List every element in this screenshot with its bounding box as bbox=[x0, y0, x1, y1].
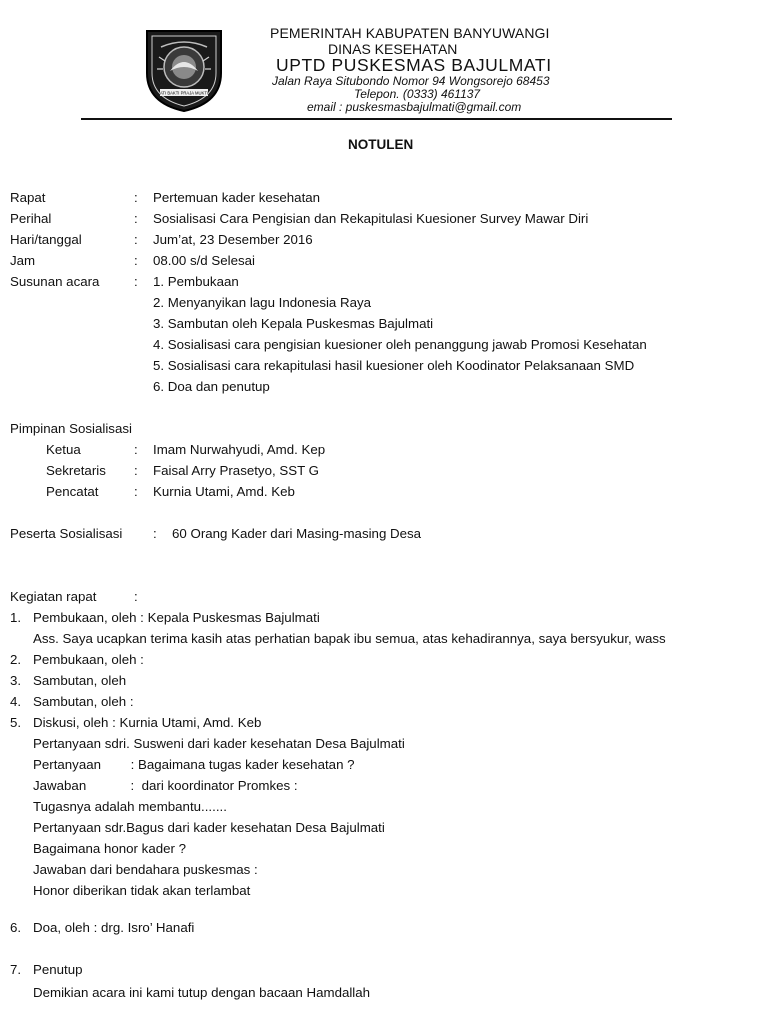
letterhead-department: DINAS KESEHATAN bbox=[328, 41, 458, 57]
acara-item: 1. Pembukaan bbox=[153, 274, 239, 289]
kegiatan-line: Pembukaan, oleh : Kepala Puskesmas Bajulmati bbox=[33, 610, 320, 625]
ketua-colon: : bbox=[134, 442, 138, 457]
jam-label: Jam bbox=[10, 253, 36, 268]
acara-item: 3. Sambutan oleh Kepala Puskesmas Bajulmati bbox=[153, 316, 434, 331]
sekretaris-colon: : bbox=[134, 463, 138, 478]
peserta-value: 60 Orang Kader dari Masing-masing Desa bbox=[172, 526, 422, 541]
acara-item: 5. Sosialisasi cara rekapitulasi hasil kuesioner oleh Koodinator Pelaksanaan SMD bbox=[153, 358, 635, 373]
peserta-colon: : bbox=[153, 526, 157, 541]
kegiatan-number: 1. bbox=[10, 610, 22, 625]
kegiatan-number: 7. bbox=[10, 962, 22, 977]
kegiatan-line: Honor diberikan tidak akan terlambat bbox=[33, 883, 251, 898]
kegiatan-number: 2. bbox=[10, 652, 22, 667]
acara-item: 4. Sosialisasi cara pengisian kuesioner oleh penanggung jawab Promosi Kesehatan bbox=[153, 337, 647, 352]
document-title: NOTULEN bbox=[348, 137, 414, 152]
rapat-label: Rapat bbox=[10, 190, 46, 205]
letterhead-institution: UPTD PUSKESMAS BAJULMATI bbox=[276, 55, 552, 75]
sekretaris-label: Sekretaris bbox=[46, 463, 106, 478]
kegiatan-line: Pertanyaan sdri. Susweni dari kader kesehatan Desa Bajulmati bbox=[33, 736, 405, 751]
acara-item: 2. Menyanyikan lagu Indonesia Raya bbox=[153, 295, 372, 310]
regency-seal-logo bbox=[143, 27, 225, 113]
kegiatan-line: Ass. Saya ucapkan terima kasih atas perhatian bapak ibu semua, atas kehadirannya, saya bersyukur, wass bbox=[33, 631, 666, 646]
kegiatan-line: Bagaimana honor kader ? bbox=[33, 841, 187, 856]
sekretaris-value: Faisal Arry Prasetyo, SST G bbox=[153, 463, 320, 478]
kegiatan-line: Penutup bbox=[33, 962, 83, 977]
jam-value: 08.00 s/d Selesai bbox=[153, 253, 256, 268]
perihal-colon: : bbox=[134, 211, 138, 226]
perihal-label: Perihal bbox=[10, 211, 52, 226]
kegiatan-line: Jawaban : dari koordinator Promkes : bbox=[33, 778, 298, 793]
pencatat-label: Pencatat bbox=[46, 484, 99, 499]
kegiatan-number: 5. bbox=[10, 715, 22, 730]
kegiatan-line: Sambutan, oleh bbox=[33, 673, 127, 688]
ketua-value: Imam Nurwahyudi, Amd. Kep bbox=[153, 442, 326, 457]
kegiatan-line: Tugasnya adalah membantu....... bbox=[33, 799, 227, 814]
tanggal-label: Hari/tanggal bbox=[10, 232, 82, 247]
kegiatan-number: 4. bbox=[10, 694, 22, 709]
pencatat-colon: : bbox=[134, 484, 138, 499]
kegiatan-line: Pertanyaan sdr.Bagus dari kader kesehatan Desa Bajulmati bbox=[33, 820, 385, 835]
tanggal-colon: : bbox=[134, 232, 138, 247]
letterhead-government: PEMERINTAH KABUPATEN BANYUWANGI bbox=[270, 25, 550, 41]
kegiatan-line: Jawaban dari bendahara puskesmas : bbox=[33, 862, 258, 877]
kegiatan-line: Pembukaan, oleh : bbox=[33, 652, 144, 667]
seal-motto: ATI BAKTI PRAJA MUKTI bbox=[159, 90, 209, 96]
acara-item: 6. Doa dan penutup bbox=[153, 379, 270, 394]
jam-colon: : bbox=[134, 253, 138, 268]
letterhead-phone: Telepon. (0333) 461137 bbox=[354, 87, 481, 101]
kegiatan-line: Sambutan, oleh : bbox=[33, 694, 134, 709]
kegiatan-heading: Kegiatan rapat bbox=[10, 589, 97, 604]
letterhead-address: Jalan Raya Situbondo Nomor 94 Wongsorejo 68453 bbox=[272, 74, 550, 88]
perihal-value: Sosialisasi Cara Pengisian dan Rekapitulasi Kuesioner Survey Mawar Diri bbox=[153, 211, 589, 226]
pencatat-value: Kurnia Utami, Amd. Keb bbox=[153, 484, 295, 499]
rapat-value: Pertemuan kader kesehatan bbox=[153, 190, 321, 205]
pimpinan-heading: Pimpinan Sosialisasi bbox=[10, 421, 132, 436]
kegiatan-line: Demikian acara ini kami tutup dengan bacaan Hamdallah bbox=[33, 985, 371, 1000]
kegiatan-number: 6. bbox=[10, 920, 22, 935]
peserta-label: Peserta Sosialisasi bbox=[10, 526, 123, 541]
kegiatan-line: Diskusi, oleh : Kurnia Utami, Amd. Keb bbox=[33, 715, 262, 730]
letterhead-divider bbox=[81, 118, 672, 120]
kegiatan-line: Pertanyaan : Bagaimana tugas kader kesehatan ? bbox=[33, 757, 355, 772]
kegiatan-number: 3. bbox=[10, 673, 22, 688]
acara-colon: : bbox=[134, 274, 138, 289]
kegiatan-colon: : bbox=[134, 589, 138, 604]
tanggal-value: Jum’at, 23 Desember 2016 bbox=[153, 232, 313, 247]
ketua-label: Ketua bbox=[46, 442, 81, 457]
rapat-colon: : bbox=[134, 190, 138, 205]
kegiatan-line: Doa, oleh : drg. Isro’ Hanafi bbox=[33, 920, 195, 935]
letterhead-email: email : puskesmasbajulmati@gmail.com bbox=[307, 100, 522, 114]
acara-label: Susunan acara bbox=[10, 274, 100, 289]
